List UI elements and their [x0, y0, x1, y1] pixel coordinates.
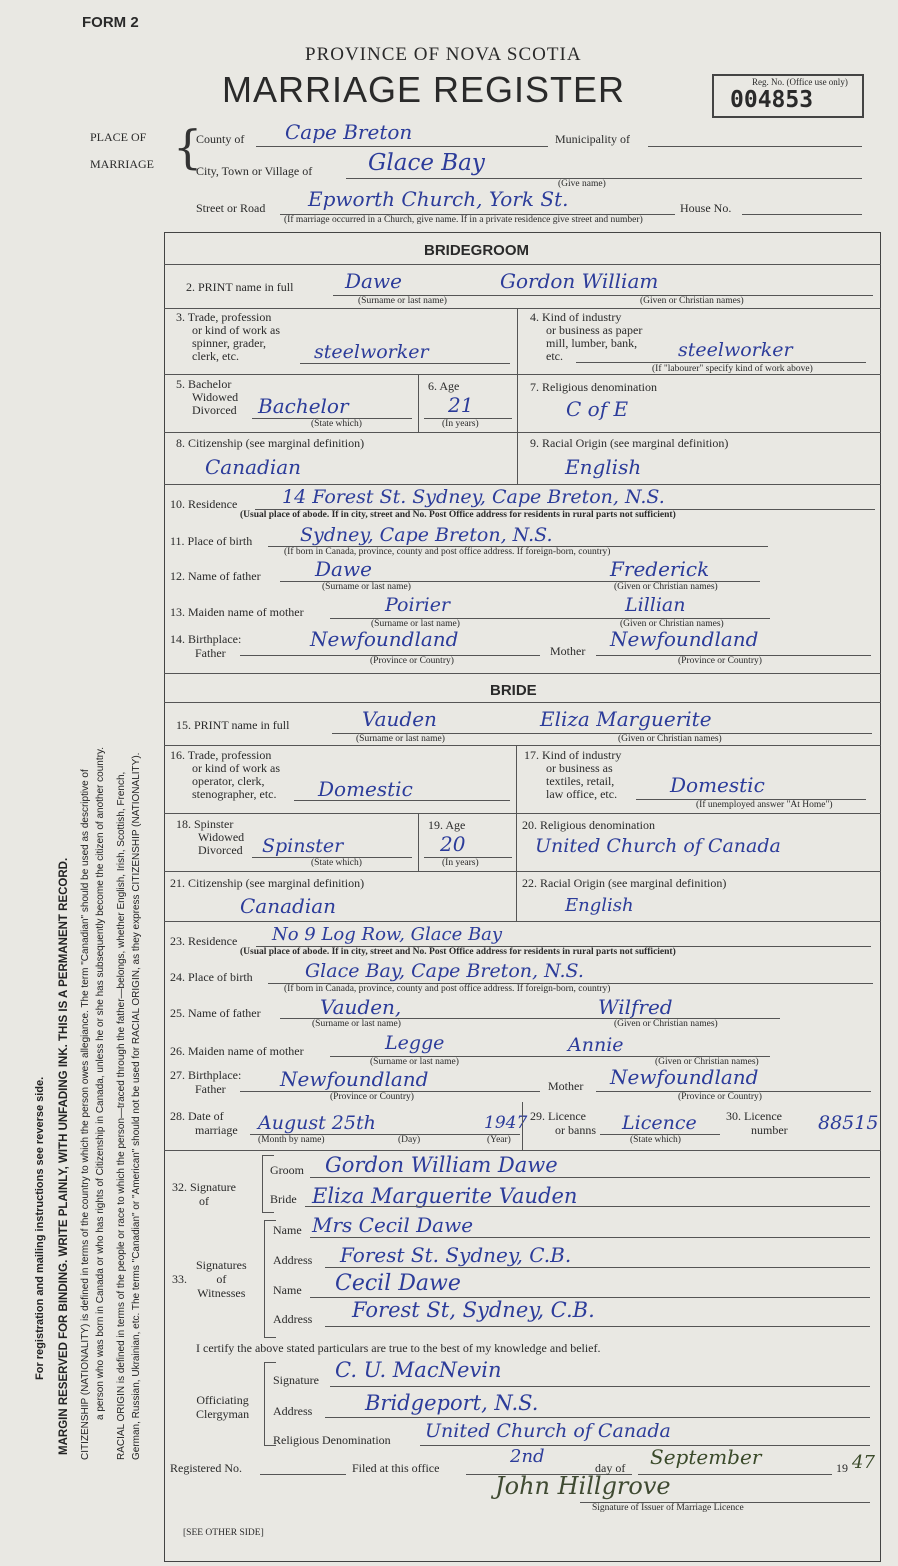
groom-res-note: (Usual place of abode. If in city, street and No. Post Office address for residents in rural parts not sufficient) [240, 510, 676, 520]
groom-f8-label: 8. Citizenship (see marginal definition) [176, 436, 365, 450]
groom-religion: C of E [566, 397, 629, 421]
county-label: County of [196, 132, 245, 146]
city-value: Glace Bay [368, 150, 485, 176]
f32-label: 32. Signature of [172, 1180, 236, 1208]
bride-father-surname-note: (Surname or last name) [312, 1019, 401, 1029]
bride-given-note: (Given or Christian names) [618, 734, 722, 744]
clergy-address: Bridgeport, N.S. [365, 1391, 539, 1415]
filed-day: 2nd [510, 1446, 545, 1467]
licence-number: 88515 [818, 1112, 879, 1134]
f28-label: 28. Date of marriage [170, 1109, 238, 1137]
bride-trade: Domestic [318, 777, 413, 801]
bride-father-surname: Vauden, [320, 995, 402, 1019]
bride-citizenship: Canadian [240, 894, 337, 918]
groom-mother-surname-note: (Surname or last name) [371, 619, 460, 629]
groom-f3-label: 3. Trade, profession or kind of work as spinner, grader, clerk, etc. [176, 310, 280, 363]
bride-f25-label: 25. Name of father [170, 1006, 261, 1020]
clergy-address-label: Address [273, 1404, 313, 1418]
bride-signature: Eliza Marguerite Vauden [312, 1184, 578, 1208]
margin-racial-2: German, Russian, Ukrainian, etc. The terms "Canadian" or "American" should not be used for RACIAL ORIGIN, as they express CITIZENSHIP (NATIONALITY). [131, 752, 142, 1460]
groom-mother-word: Mother [550, 644, 586, 658]
bride-religion: United Church of Canada [535, 835, 781, 857]
bride-heading: BRIDE [490, 682, 537, 699]
year-note: (Year) [487, 1135, 511, 1145]
issuer-signature: John Hillgrove [495, 1472, 671, 1500]
groom-father-given: Frederick [610, 557, 710, 581]
bride-racial: English [565, 895, 634, 916]
w1-name-label: Name [273, 1223, 302, 1237]
officiating-label: Officiating Clergyman [196, 1393, 250, 1421]
bride-f23-label: 23. Residence [170, 934, 238, 948]
bride-mother-bp: Newfoundland [610, 1065, 759, 1089]
bride-f19-label: 19. Age [428, 818, 466, 832]
clergy-relig-label: Religious Denomination [273, 1433, 391, 1447]
margin-racial-1: RACIAL ORIGIN is defined in terms of the people or race to which the person—traced through the father—belongs, whether English, Irish, Scottish, French, [116, 771, 127, 1460]
bride-father-given: Wilfred [598, 995, 673, 1019]
groom-trade: steelworker [314, 341, 429, 363]
groom-f14-label: 14. Birthplace: Father [170, 632, 242, 660]
groom-racial: English [565, 455, 642, 479]
clergy-religion: United Church of Canada [425, 1420, 671, 1442]
street-label: Street or Road [196, 201, 266, 215]
bride-status: Spinster [262, 835, 344, 857]
filed-label: Filed at this office [352, 1461, 440, 1475]
groom-mother-prov-note: (Province or Country) [678, 656, 762, 666]
bride-f24-label: 24. Place of birth [170, 970, 253, 984]
street-note: (If marriage occurred in a Church, give name. If in a private residence give street and number) [284, 215, 643, 225]
day-of-label: day of [595, 1461, 626, 1475]
clergy-signature-label: Signature [273, 1373, 319, 1387]
reg-no-label: Reg. No. (Office use only) [752, 77, 848, 87]
groom-f12-label: 12. Name of father [170, 569, 261, 583]
witness1-name: Mrs Cecil Dawe [312, 1213, 474, 1237]
groom-given: Gordon William [500, 269, 659, 293]
give-name-note: (Give name) [558, 179, 606, 189]
bride-mother-given-note: (Given or Christian names) [655, 1057, 759, 1067]
groom-birthplace: Sydney, Cape Breton, N.S. [300, 524, 553, 546]
groom-father-surname-note: (Surname or last name) [322, 582, 411, 592]
bride-surname-note: (Surname or last name) [356, 734, 445, 744]
groom-age: 21 [448, 393, 474, 417]
groom-f6-label: 6. Age [428, 379, 460, 393]
f33-label: Signatures of Witnesses [196, 1258, 247, 1300]
bride-mother-given: Annie [568, 1034, 624, 1056]
bride-residence: No 9 Log Row, Glace Bay [272, 924, 503, 945]
bride-industry: Domestic [670, 773, 765, 797]
province-heading: PROVINCE OF NOVA SCOTIA [305, 44, 582, 65]
bride-birth-note: (If born in Canada, province, county and post office address. If foreign-born, country) [284, 984, 611, 994]
witness2-name: Cecil Dawe [335, 1271, 461, 1296]
place-of-label: PLACE OF [90, 130, 147, 144]
filed-year-prefix: 19 [836, 1461, 848, 1475]
groom-mother-given-note: (Given or Christian names) [620, 619, 724, 629]
groom-f11-label: 11. Place of birth [170, 534, 253, 548]
bride-mother-word: Mother [548, 1079, 584, 1093]
certify-text: I certify the above stated particulars are true to the best of my knowledge and belief. [196, 1341, 601, 1355]
groom-residence: 14 Forest St. Sydney, Cape Breton, N.S. [282, 486, 665, 508]
house-label: House No. [680, 201, 732, 215]
margin-citizenship-1: CITIZENSHIP (NATIONALITY) is defined in terms of the country to which the person owes allegiance. The term "Canadian" should be used as descriptive of [80, 769, 91, 1460]
groom-father-given-note: (Given or Christian names) [614, 582, 718, 592]
margin-note-mailing: For registration and mailing instructions see reverse side. [34, 1076, 46, 1380]
city-label: City, Town or Village of [196, 164, 313, 178]
groom-birth-note: (If born in Canada, province, county and post office address. If foreign-born, country) [284, 547, 611, 557]
groom-state-which: (State which) [311, 419, 362, 429]
bride-given: Eliza Marguerite [540, 707, 712, 731]
groom-surname-note: (Surname or last name) [358, 296, 447, 306]
street-value: Epworth Church, York St. [308, 187, 569, 211]
bride-in-years: (In years) [442, 858, 479, 868]
registered-label: Registered No. [170, 1461, 242, 1475]
groom-f7-label: 7. Religious denomination [530, 380, 657, 394]
bride-res-note: (Usual place of abode. If in city, street and No. Post Office address for residents in rural parts not sufficient) [240, 947, 676, 957]
bride-father-given-note: (Given or Christian names) [614, 1019, 718, 1029]
groom-father-prov-note: (Province or Country) [370, 656, 454, 666]
bride-surname: Vauden [362, 707, 437, 731]
bride-f17-label: 17. Kind of industry or business as textiles, retail, law office, etc. [524, 748, 622, 801]
bride-f26-label: 26. Maiden name of mother [170, 1044, 304, 1058]
bride-f15-label: 15. PRINT name in full [176, 718, 290, 732]
brace-icon: { [173, 120, 203, 174]
f33-num: 33. [172, 1272, 187, 1286]
bride-father-prov-note: (Province or Country) [330, 1092, 414, 1102]
groom-f2-label: 2. PRINT name in full [186, 280, 294, 294]
reg-no: 004853 [730, 87, 814, 113]
groom-signature: Gordon William Dawe [325, 1153, 558, 1177]
bride-birthplace: Glace Bay, Cape Breton, N.S. [305, 960, 584, 982]
bride-age: 20 [440, 832, 466, 856]
filed-month: September [650, 1445, 762, 1469]
f29-label: 29. Licence or banns [530, 1109, 596, 1137]
marriage-label: MARRIAGE [90, 157, 155, 171]
bride-mother-prov-note: (Province or Country) [678, 1092, 762, 1102]
w2-name-label: Name [273, 1283, 302, 1297]
groom-sig-label: Groom [270, 1163, 304, 1177]
clergy-signature: C. U. MacNevin [335, 1358, 502, 1382]
margin-note-binding: MARGIN RESERVED FOR BINDING. WRITE PLAINLY, WITH UNFADING INK. THIS IS A PERMANENT RECORD. [58, 857, 70, 1455]
bridegroom-heading: BRIDEGROOM [424, 242, 529, 259]
county-value: Cape Breton [285, 120, 413, 144]
groom-mother-bp: Newfoundland [610, 627, 759, 651]
groom-status: Bachelor [258, 394, 349, 418]
w1-address-label: Address [273, 1253, 313, 1267]
bride-f20-label: 20. Religious denomination [522, 818, 655, 832]
groom-father-bp: Newfoundland [310, 627, 459, 651]
groom-father-surname: Dawe [315, 557, 372, 581]
bride-sig-label: Bride [270, 1192, 297, 1206]
bride-state-which: (State which) [311, 858, 362, 868]
groom-f10-label: 10. Residence [170, 497, 238, 511]
groom-given-note: (Given or Christian names) [640, 296, 744, 306]
f30-label: 30. Licence number [726, 1109, 788, 1137]
page-title: MARRIAGE REGISTER [222, 69, 626, 110]
licence-state-which: (State which) [630, 1135, 681, 1145]
w2-address-label: Address [273, 1312, 313, 1326]
witness2-address: Forest St, Sydney, C.B. [352, 1298, 595, 1322]
municipality-label: Municipality of [555, 132, 630, 146]
groom-f4-label: 4. Kind of industry or business as paper mill, lumber, bank, etc. [530, 310, 643, 363]
groom-f13-label: 13. Maiden name of mother [170, 605, 304, 619]
groom-f5-label: 5. Bachelor Widowed Divorced [176, 377, 239, 417]
bride-f27-label: 27. Birthplace: Father [170, 1068, 242, 1096]
bride-f21-label: 21. Citizenship (see marginal definition) [170, 876, 365, 890]
bride-f18-label: 18. Spinster Widowed Divorced [176, 817, 245, 857]
groom-industry: steelworker [678, 339, 793, 361]
bride-f17-note: (If unemployed answer "At Home") [696, 800, 833, 810]
margin-citizenship-2: a person who was born in Canada or who has rights of Citizenship in Canada, unless he or she has subsequently become the citizen of another country. [95, 747, 106, 1420]
licence-type: Licence [622, 1112, 697, 1134]
issuer-label: Signature of Issuer of Marriage Licence [592, 1503, 744, 1513]
day-note: (Day) [398, 1135, 421, 1145]
marriage-year: 1947 [484, 1113, 528, 1133]
marriage-date: August 25th [258, 1112, 376, 1134]
groom-in-years: (In years) [442, 419, 479, 429]
groom-mother-given: Lillian [625, 594, 686, 616]
bride-f22-label: 22. Racial Origin (see marginal definition) [522, 876, 727, 890]
form-number: FORM 2 [82, 14, 139, 31]
groom-f4-note: (If "labourer" specify kind of work above) [652, 364, 813, 374]
filed-year: 47 [852, 1452, 875, 1473]
bride-mother-surname: Legge [385, 1032, 445, 1054]
bride-father-bp: Newfoundland [280, 1067, 429, 1091]
groom-f9-label: 9. Racial Origin (see marginal definition) [530, 436, 729, 450]
see-other-side: [SEE OTHER SIDE] [183, 1528, 264, 1538]
witness1-address: Forest St. Sydney, C.B. [340, 1243, 572, 1267]
bride-f16-label: 16. Trade, profession or kind of work as operator, clerk, stenographer, etc. [170, 748, 280, 801]
month-note: (Month by name) [258, 1135, 325, 1145]
groom-citizenship: Canadian [205, 455, 302, 479]
groom-mother-surname: Poirier [385, 594, 451, 616]
groom-surname: Dawe [345, 269, 402, 293]
bride-mother-surname-note: (Surname or last name) [370, 1057, 459, 1067]
